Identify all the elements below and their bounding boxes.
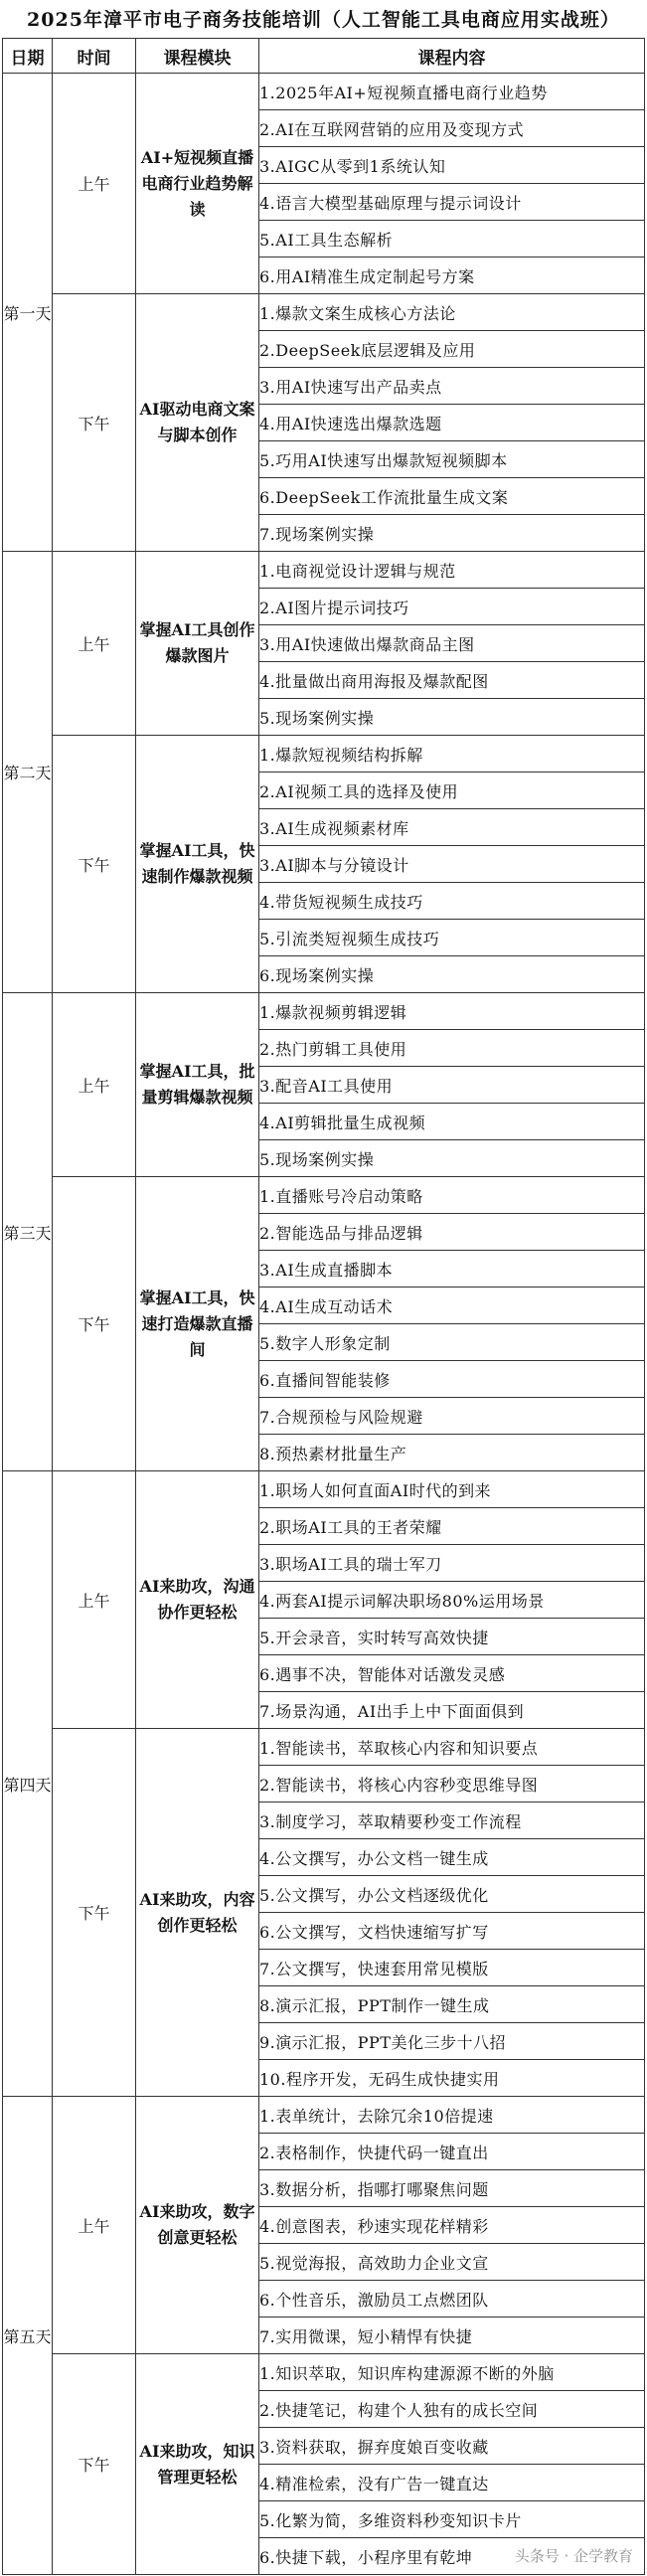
schedule-body <box>3 74 645 2575</box>
course-item: 2.AI在互联网营销的应用及变现方式 <box>259 110 645 147</box>
course-item: 6.个性音乐，激励员工点燃团队 <box>259 2281 645 2318</box>
module-cell: 掌握AI工具，批量剪辑爆款视频 <box>136 993 259 1177</box>
session-time-cell: 下午 <box>53 2354 136 2575</box>
day-cell: 第四天 <box>3 1471 53 2097</box>
course-item: 1.智能读书，萃取核心内容和知识要点 <box>259 1729 645 1766</box>
session-time-cell: 上午 <box>53 552 136 736</box>
course-item: 5.公文撰写，办公文档逐级优化 <box>259 1876 645 1913</box>
table-row <box>3 1177 645 1214</box>
table-row <box>3 294 645 331</box>
course-item: 8.演示汇报，PPT制作一键生成 <box>259 1986 645 2023</box>
table-row <box>3 1471 645 1508</box>
course-item: 1.爆款短视频结构拆解 <box>259 736 645 773</box>
course-item: 10.程序开发，无码生成快捷实用 <box>259 2060 645 2097</box>
course-item: 2.智能选品与排品逻辑 <box>259 1214 645 1251</box>
course-item: 4.两套AI提示词解决职场80%运用场景 <box>259 1582 645 1619</box>
day-cell: 第五天 <box>3 2097 53 2575</box>
course-item: 6.快捷下载，小程序里有乾坤 <box>259 2538 645 2575</box>
header-date: 日期 <box>3 39 53 74</box>
day-cell: 第一天 <box>3 74 53 552</box>
module-cell: AI驱动电商文案与脚本创作 <box>136 294 259 552</box>
table-row <box>3 2354 645 2391</box>
course-item: 6.DeepSeek工作流批量生成文案 <box>259 478 645 515</box>
course-item: 3.用AI快速写出产品卖点 <box>259 368 645 405</box>
course-item: 3.数据分析，指哪打哪聚焦问题 <box>259 2170 645 2207</box>
course-item: 3.配音AI工具使用 <box>259 1067 645 1104</box>
course-item: 6.遇事不决，智能体对话激发灵感 <box>259 1655 645 1692</box>
course-item: 4.AI剪辑批量生成视频 <box>259 1104 645 1140</box>
course-item: 3.用AI快速做出爆款商品主图 <box>259 625 645 662</box>
table-row <box>3 2097 645 2134</box>
header-time: 时间 <box>53 39 136 74</box>
course-item: 1.2025年AI+短视频直播电商行业趋势 <box>259 74 645 110</box>
day-cell: 第二天 <box>3 552 53 993</box>
course-item: 4.公文撰写，办公文档一键生成 <box>259 1839 645 1876</box>
course-item: 5.巧用AI快速写出爆款短视频脚本 <box>259 441 645 478</box>
module-cell: AI+短视频直播电商行业趋势解读 <box>136 74 259 294</box>
course-item: 3.AI生成视频素材库 <box>259 809 645 846</box>
course-item: 1.表单统计，去除冗余10倍提速 <box>259 2097 645 2134</box>
session-time-cell: 上午 <box>53 993 136 1177</box>
course-item: 3.资料获取，摒弃度娘百变收藏 <box>259 2428 645 2465</box>
course-item: 5.引流类短视频生成技巧 <box>259 920 645 956</box>
session-time-cell: 下午 <box>53 1729 136 2097</box>
course-item: 4.创意图表，秒速实现花样精彩 <box>259 2207 645 2244</box>
table-row <box>3 552 645 589</box>
module-cell: AI来助攻，数字创意更轻松 <box>136 2097 259 2354</box>
course-item: 2.DeepSeek底层逻辑及应用 <box>259 331 645 368</box>
course-item: 5.数字人形象定制 <box>259 1324 645 1361</box>
course-item: 6.用AI精准生成定制起号方案 <box>259 258 645 294</box>
course-item: 2.快捷笔记，构建个人独有的成长空间 <box>259 2391 645 2428</box>
course-item: 5.开会录音，实时转写高效快捷 <box>259 1619 645 1655</box>
module-cell: AI来助攻，内容创作更轻松 <box>136 1729 259 2097</box>
course-item: 5.现场案例实操 <box>259 1140 645 1177</box>
course-item: 5.AI工具生态解析 <box>259 221 645 258</box>
course-item: 3.AI生成直播脚本 <box>259 1251 645 1288</box>
course-item: 4.批量做出商用海报及爆款配图 <box>259 662 645 699</box>
course-item: 3.AI脚本与分镜设计 <box>259 846 645 883</box>
module-cell: 掌握AI工具，快速制作爆款视频 <box>136 736 259 993</box>
course-item: 4.精准检索，没有广告一键直达 <box>259 2465 645 2501</box>
module-cell: 掌握AI工具创作爆款图片 <box>136 552 259 736</box>
course-item: 8.预热素材批量生产 <box>259 1435 645 1471</box>
course-item: 4.用AI快速选出爆款选题 <box>259 405 645 441</box>
header-row <box>3 39 645 74</box>
course-item: 3.制度学习，萃取精要秒变工作流程 <box>259 1803 645 1839</box>
course-item: 1.直播账号冷启动策略 <box>259 1177 645 1214</box>
session-time-cell: 下午 <box>53 1177 136 1471</box>
table-row <box>3 74 645 110</box>
table-row <box>3 736 645 773</box>
table-row <box>3 1729 645 1766</box>
course-item: 7.合规预检与风险规避 <box>259 1398 645 1435</box>
module-cell: 掌握AI工具，快速打造爆款直播间 <box>136 1177 259 1471</box>
course-item: 4.AI生成互动话术 <box>259 1288 645 1324</box>
course-item: 2.AI图片提示词技巧 <box>259 589 645 625</box>
course-item: 2.AI视频工具的选择及使用 <box>259 773 645 809</box>
course-item: 6.公文撰写，文档快速缩写扩写 <box>259 1913 645 1950</box>
course-item: 7.实用微课，短小精悍有快捷 <box>259 2318 645 2354</box>
course-item: 1.电商视觉设计逻辑与规范 <box>259 552 645 589</box>
course-item: 6.现场案例实操 <box>259 956 645 993</box>
module-cell: AI来助攻，知识管理更轻松 <box>136 2354 259 2575</box>
course-item: 3.AIGC从零到1系统认知 <box>259 147 645 184</box>
session-time-cell: 下午 <box>53 736 136 993</box>
module-cell: AI来助攻，沟通协作更轻松 <box>136 1471 259 1729</box>
course-item: 6.直播间智能装修 <box>259 1361 645 1398</box>
course-schedule-table <box>2 38 645 2575</box>
course-item: 5.现场案例实操 <box>259 699 645 736</box>
course-item: 1.爆款文案生成核心方法论 <box>259 294 645 331</box>
session-time-cell: 上午 <box>53 2097 136 2354</box>
course-item: 5.化繁为简，多维资料秒变知识卡片 <box>259 2501 645 2538</box>
course-item: 2.职场AI工具的王者荣耀 <box>259 1508 645 1545</box>
course-item: 1.职场人如何直面AI时代的到来 <box>259 1471 645 1508</box>
header-module: 课程模块 <box>136 39 259 74</box>
day-cell: 第三天 <box>3 993 53 1471</box>
course-item: 7.现场案例实操 <box>259 515 645 552</box>
page-title: 2025年漳平市电子商务技能培训（人工智能工具电商应用实战班） <box>27 9 620 31</box>
session-time-cell: 上午 <box>53 1471 136 1729</box>
course-item: 9.演示汇报，PPT美化三步十八招 <box>259 2023 645 2060</box>
course-item: 1.知识萃取，知识库构建源源不断的外脑 <box>259 2354 645 2391</box>
course-item: 3.职场AI工具的瑞士军刀 <box>259 1545 645 1582</box>
header-content: 课程内容 <box>259 39 645 74</box>
session-time-cell: 上午 <box>53 74 136 294</box>
course-item: 7.公文撰写，快速套用常见模版 <box>259 1950 645 1986</box>
session-time-cell: 下午 <box>53 294 136 552</box>
course-item: 5.视觉海报，高效助力企业文宣 <box>259 2244 645 2281</box>
course-item: 4.带货短视频生成技巧 <box>259 883 645 920</box>
course-item: 2.热门剪辑工具使用 <box>259 1030 645 1067</box>
course-item: 2.智能读书，将核心内容秒变思维导图 <box>259 1766 645 1803</box>
course-item: 1.爆款视频剪辑逻辑 <box>259 993 645 1030</box>
course-item: 2.表格制作，快捷代码一键直出 <box>259 2134 645 2170</box>
watermark: 头条号 · 企学教育 <box>514 2547 633 2565</box>
course-item: 7.场景沟通，AI出手上中下面面俱到 <box>259 1692 645 1729</box>
course-item: 4.语言大模型基础原理与提示词设计 <box>259 184 645 221</box>
table-row <box>3 993 645 1030</box>
